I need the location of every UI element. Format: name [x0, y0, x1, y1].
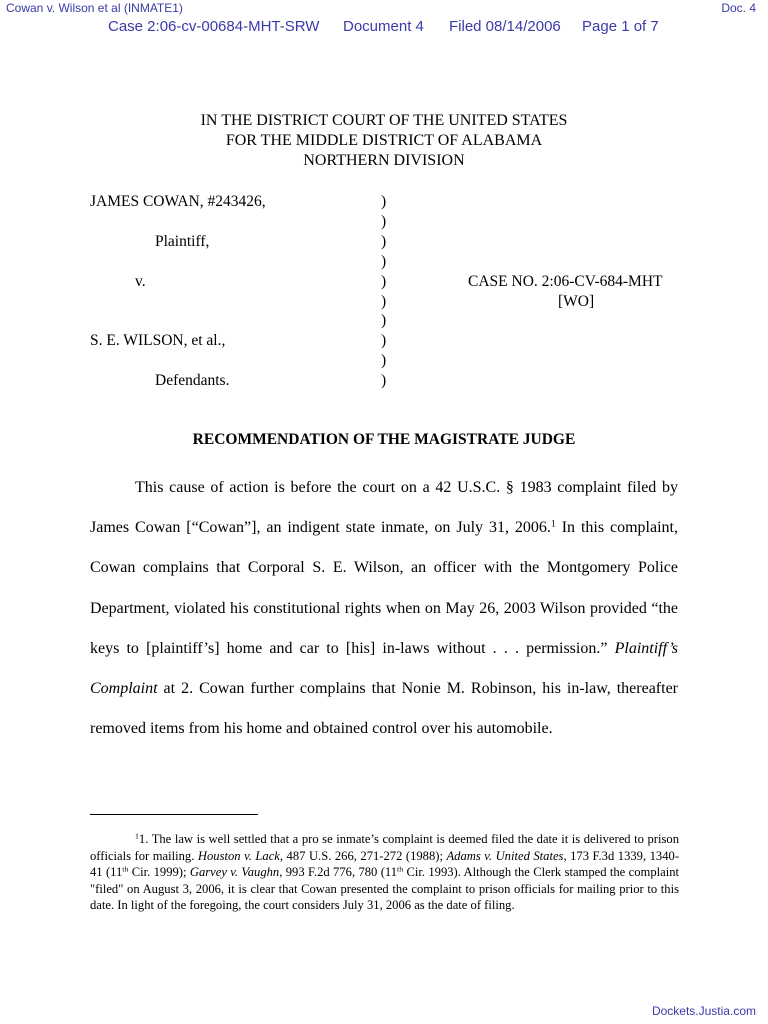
doc-number-link[interactable]: Doc. 4 [721, 1, 756, 15]
court-heading-line-1: IN THE DISTRICT COURT OF THE UNITED STATES [200, 112, 568, 129]
case-number-caption: CASE NO. 2:06-CV-684-MHT [468, 273, 663, 290]
wo-marker: [WO] [558, 293, 595, 310]
defendant-role: Defendants. [155, 372, 230, 389]
caption-paren: ) [381, 372, 387, 389]
court-heading-line-2: FOR THE MIDDLE DISTRICT OF ALABAMA [225, 132, 543, 149]
caption-paren: ) [381, 233, 387, 250]
document-title: RECOMMENDATION OF THE MAGISTRATE JUDGE [192, 431, 576, 448]
plaintiff-role: Plaintiff, [155, 233, 210, 250]
body-text: In this complaint, Cowan complains that Corporal S. E. Wilson, an officer with the Montgomery Police Department, violated his constitutional rights when on May 26, 2003 Wilson provided “the keys to [plaintiff’s] home and car to [his] in-laws without . . . permission.” [90, 519, 678, 657]
caption-paren: ) [381, 273, 387, 290]
justia-dockets-link[interactable]: Dockets.Justia.com [651, 1004, 756, 1018]
footnote-text: Cir. 1999); [128, 865, 190, 879]
footnote-text: Cir. 1993). Although the Clerk stamped the complaint "filed" on August 3, 2006, it is clear that Cowan presented the complaint to prison officials for mailing prior to this date. In light of the foregoing, the court considers July 31, 2006 as the date of filing. [90, 865, 679, 912]
case-number: Case 2:06-cv-00684-MHT-SRW [108, 18, 320, 35]
footnote-reference[interactable]: 1 [550, 518, 556, 530]
plaintiff-name: JAMES COWAN, #243426, [90, 193, 266, 210]
body-paragraph [90, 468, 678, 749]
citation-adams-v-united-states: Adams v. United States [446, 848, 564, 863]
footnote-divider [90, 814, 258, 815]
caption-paren: ) [381, 332, 387, 349]
body-text: This cause of action is before the court on a 42 U.S.C. § 1983 complaint filed by James Cowan [“Cowan”], an indigent state inmate, on July 31, 2006. [90, 479, 678, 537]
caption-paren: ) [381, 213, 387, 230]
citation-plaintiffs-complaint: Plaintiff’s Complaint [90, 639, 678, 698]
caption-paren: ) [381, 253, 387, 270]
citation-garvey-v-vaughn: Garvey v. Vaughn [189, 865, 280, 879]
case-caption-link[interactable]: Cowan v. Wilson et al (INMATE1) [6, 1, 183, 15]
citation-houston-v-lack: Houston v. Lack, [197, 848, 284, 863]
footnote-marker: 1 [135, 831, 139, 841]
court-heading-line-3: NORTHERN DIVISION [303, 152, 465, 169]
caption-paren: ) [381, 352, 387, 369]
document-number: Document 4 [343, 18, 424, 35]
versus: v. [135, 273, 146, 290]
caption-paren: ) [381, 193, 387, 210]
body-text: at 2. Cowan further complains that Nonie M. Robinson, his in-law, thereafter removed items from his home and obtained control over his automobile. [90, 680, 678, 738]
footnote-text: , 993 F.2d 776, 780 (11 [279, 865, 398, 879]
caption-paren: ) [381, 293, 387, 310]
ordinal-suffix: th [397, 864, 404, 874]
footnote-text: 1. The law is well settled that a pro se inmate’s complaint is deemed filed the date it is delivered to prison officials for mailing. [90, 832, 679, 863]
filed-date: Filed 08/14/2006 [449, 18, 561, 35]
caption-paren: ) [381, 312, 387, 329]
footnote-text: 487 U.S. 266, 271-272 (1988); [283, 848, 447, 863]
page-count: Page 1 of 7 [582, 18, 659, 35]
ordinal-suffix: th [122, 864, 129, 874]
footnote-1 [90, 831, 679, 914]
defendant-name: S. E. WILSON, et al., [90, 332, 226, 349]
footnote-text: , 173 F.3d 1339, 1340-41 (11 [90, 848, 680, 879]
